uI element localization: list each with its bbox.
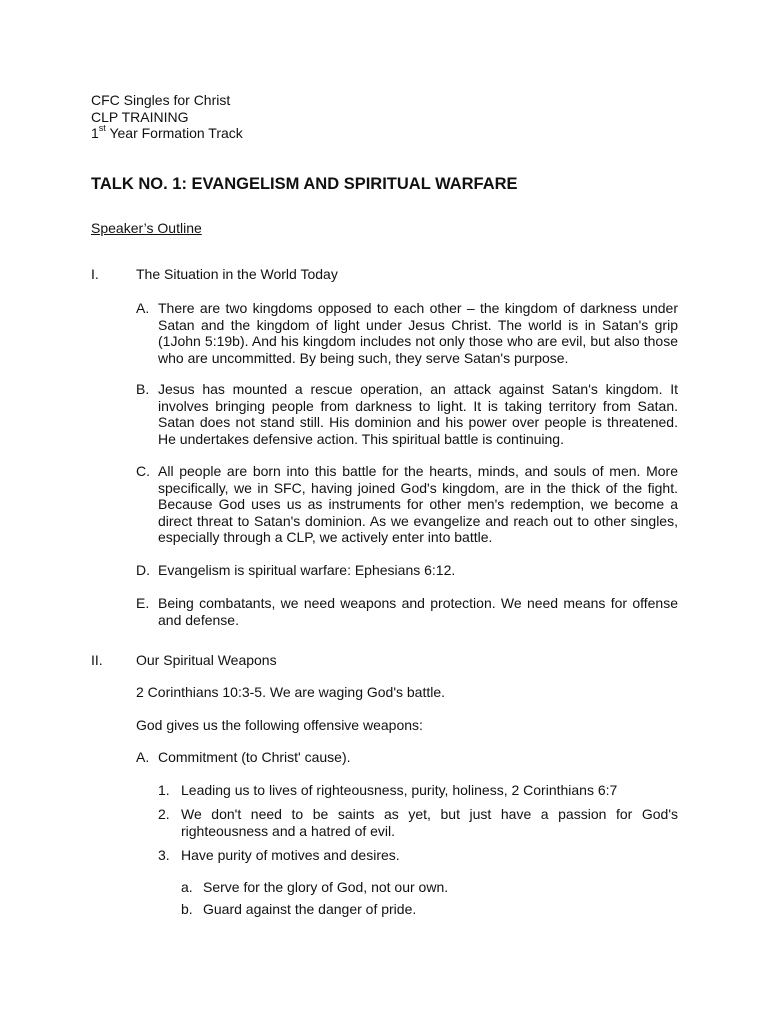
item-label: C. xyxy=(136,463,150,479)
track-ordinal: st xyxy=(98,123,106,134)
item-text: Leading us to lives of righteousness, purity, holiness, 2 Corinthians 6:7 xyxy=(181,782,618,798)
track-line xyxy=(91,125,243,142)
section-number: II. xyxy=(91,652,103,668)
item-label: b. xyxy=(181,901,193,917)
item-label: D. xyxy=(136,562,150,578)
speaker-outline-label: Speaker’s Outline xyxy=(91,220,202,236)
section-title: Our Spiritual Weapons xyxy=(136,652,277,668)
item-text: All people are born into this battle for the hearts, minds, and souls of men. More specifically, we in SFC, having joined God's kingdom, are in the thick of the fight. Because God uses us as instruments for other men's redemption, we become a direct threat to Satan's dominion. As we evangelize and reach out to other singles, especially through a CLP, we actively enter into battle. xyxy=(158,463,678,545)
section-number: I. xyxy=(91,266,99,282)
training-name: CLP TRAINING xyxy=(91,108,189,125)
item-text: Being combatants, we need weapons and protection. We need means for offense and defense. xyxy=(158,595,678,628)
item-text: Jesus has mounted a rescue operation, an attack against Satan's kingdom. It involves bringing people from darkness to light. It is taking territory from Satan. Satan does not stand still. His dominion and his power over people is threatened. He undertakes defensive action. This spiritual battle is continuing. xyxy=(158,381,678,447)
item-text: Serve for the glory of God, not our own. xyxy=(203,879,449,895)
org-name: CFC Singles for Christ xyxy=(91,92,231,108)
item-label: A. xyxy=(136,749,150,765)
item-text: Have purity of motives and desires. xyxy=(181,847,400,863)
item-label: 3. xyxy=(158,847,170,863)
item-text: Commitment (to Christ' cause). xyxy=(158,749,351,765)
section-title: The Situation in the World Today xyxy=(136,266,338,282)
track-text: Year Formation Track xyxy=(105,125,243,141)
weapons-intro: God gives us the following offensive weapons: xyxy=(136,717,423,733)
item-label: a. xyxy=(181,879,193,895)
scripture-reference: 2 Corinthians 10:3-5. We are waging God's battle. xyxy=(136,684,446,700)
item-text: There are two kingdoms opposed to each other – the kingdom of darkness under Satan and the kingdom of light under Jesus Christ. The world is in Satan's grip (1John 5:19b). And his kingdom includes not only those who are evil, but also those who are uncommitted. By being such, they serve Satan's purpose. xyxy=(158,300,678,366)
item-label: 1. xyxy=(158,782,170,798)
item-label: 2. xyxy=(158,806,170,822)
item-label: E. xyxy=(136,595,150,611)
item-label: B. xyxy=(136,381,150,397)
document-header xyxy=(91,92,243,142)
track-number: 1 xyxy=(91,125,99,141)
item-label: A. xyxy=(136,300,150,316)
item-text: Guard against the danger of pride. xyxy=(203,901,417,917)
item-text: Evangelism is spiritual warfare: Ephesians 6:12. xyxy=(158,562,456,578)
item-text: We don't need to be saints as yet, but just have a passion for God's righteousness and a hatred of evil. xyxy=(181,806,678,839)
talk-title: TALK NO. 1: EVANGELISM AND SPIRITUAL WARFARE xyxy=(91,175,518,193)
